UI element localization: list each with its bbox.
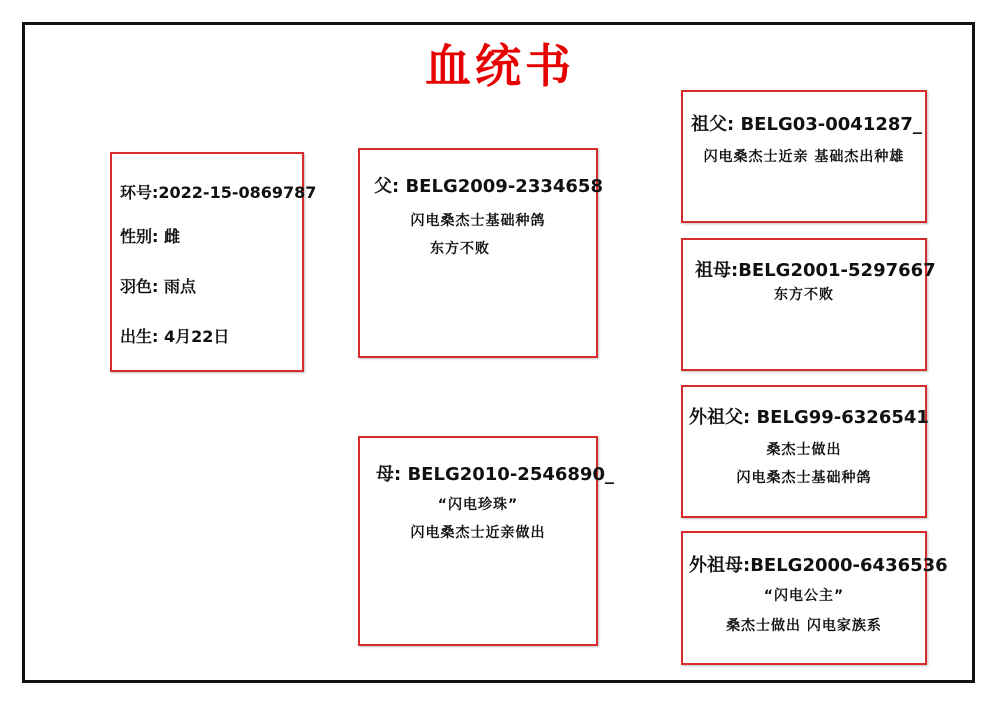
paternal-grandfather-card [681, 90, 927, 223]
father-line-2: 东方不败 [430, 241, 490, 257]
maternal-grandmother-line-2: 桑杰士做出 闪电家族系 [726, 618, 882, 634]
maternal-grandfather-line-2: 闪电桑杰士基础种鸽 [736, 470, 872, 486]
father-card [358, 148, 603, 358]
birth-field: 出生: 4月22日 [120, 327, 230, 346]
sex-field: 性别: 雌 [120, 227, 180, 246]
father-id: 父: BELG2009-2334658 [374, 176, 603, 197]
maternal-grandfather-card [681, 385, 927, 518]
color-field: 羽色: 雨点 [120, 277, 196, 296]
mother-id: 母: BELG2010-2546890_ [376, 464, 614, 485]
pigeon-info-card [110, 152, 317, 372]
paternal-grandmother-line-1: 东方不败 [774, 287, 834, 303]
paternal-grandfather-id: 祖父: BELG03-0041287_ [691, 114, 922, 135]
paternal-grandfather-line-1: 闪电桑杰士近亲 基础杰出种雄 [703, 149, 905, 165]
mother-line-1: “闪电珍珠” [437, 497, 519, 513]
maternal-grandmother-card [681, 531, 948, 665]
ring-number: 环号:2022-15-0869787 [120, 183, 317, 202]
father-line-1: 闪电桑杰士基础种鸽 [410, 213, 546, 229]
mother-card [358, 436, 614, 646]
maternal-grandfather-id: 外祖父: BELG99-6326541 [689, 407, 929, 428]
maternal-grandmother-line-1: “闪电公主” [763, 588, 845, 604]
maternal-grandmother-id: 外祖母:BELG2000-6436536 [689, 555, 948, 576]
maternal-grandfather-line-1: 桑杰士做出 [766, 442, 842, 458]
mother-line-2: 闪电桑杰士近亲做出 [410, 525, 546, 541]
page-title: 血统书 [425, 39, 575, 93]
paternal-grandmother-id: 祖母:BELG2001-5297667 [695, 260, 936, 281]
paternal-grandmother-card [681, 238, 936, 371]
